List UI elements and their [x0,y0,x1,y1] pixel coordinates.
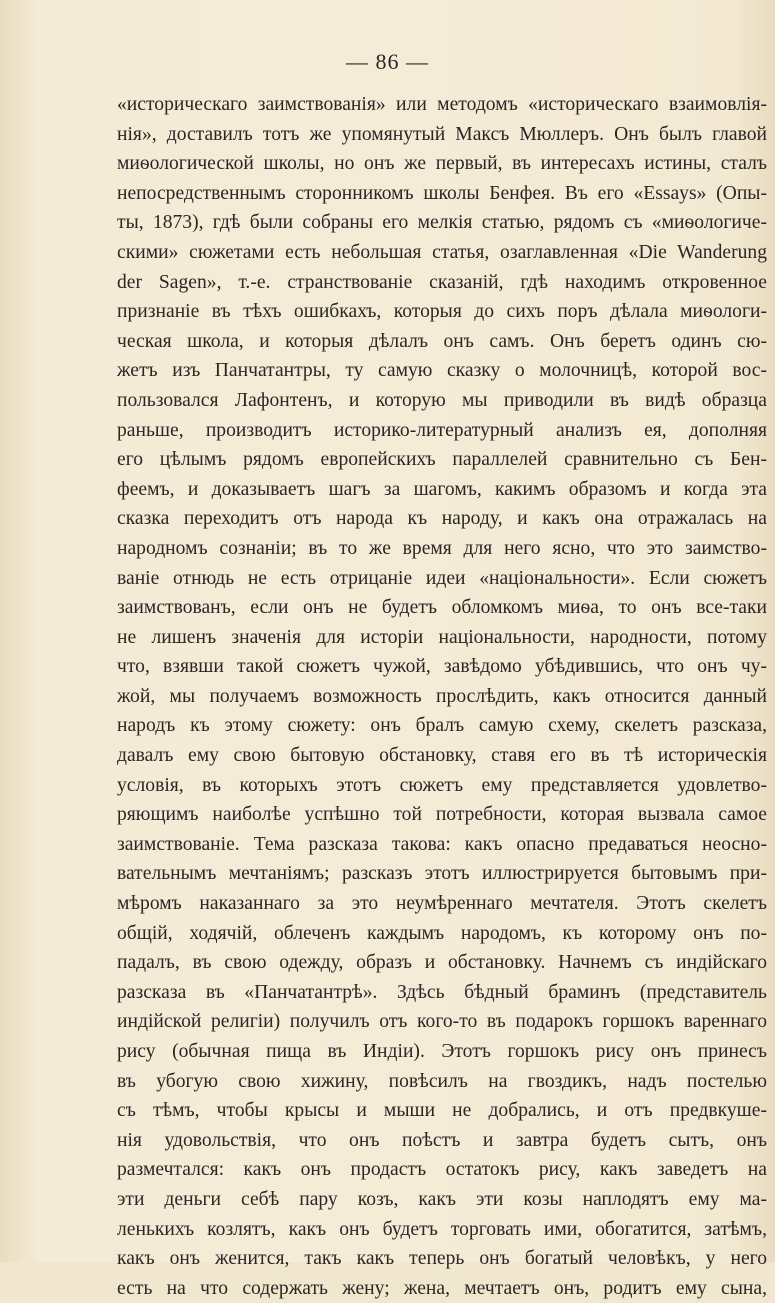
text-line: какъ онъ женится, такъ какъ теперь онъ богатый человѣкъ, у него [117,1248,767,1270]
text-line: рису (обычная пища въ Индіи). Этотъ горшокъ рису онъ принесъ [117,1041,767,1062]
text-line: разсказа въ «Панчатантрѣ». Здѣсь бѣдный браминъ (представитель [117,981,767,1003]
text-line: ряющимъ наиболѣе успѣшно той потребности, которая вызвала самое [117,804,767,826]
text-line: размечтался: какъ онъ продастъ остатокъ рису, какъ заведетъ на [117,1159,767,1181]
text-line: непосредственнымъ сторонникомъ школы Бенфея. Въ его «Essays» (Опы- [117,182,767,204]
text-line: заимствованъ, если онъ не будетъ обломкомъ миѳа, то онъ все-таки [117,597,767,619]
text-line: условія, въ которыхъ этотъ сюжетъ ему представляется удовлетво- [117,774,767,796]
text-line: падалъ, въ свою одежду, образъ и обстановку. Начнемъ съ индійскаго [117,952,767,974]
text-line: признаніе въ тѣхъ ошибкахъ, которыя до сихъ поръ дѣлала миѳологи- [117,301,767,323]
text-line: эти деньги себѣ пару козъ, какъ эти козы наплодятъ ему ма- [117,1188,767,1210]
text-line: есть на что содержать жену; жена, мечтаетъ онъ, родитъ ему сына, [117,1277,767,1299]
text-line: не лишенъ значенія для исторіи національности, народности, потому [117,626,767,648]
text-line: нія удовольствія, что онъ поѣстъ и завтра будетъ сытъ, онъ [117,1129,767,1151]
text-line: жетъ изъ Панчатантры, ту самую сказку о молочницѣ, которой вос- [117,360,767,382]
text-line: съ тѣмъ, чтобы крысы и мыши не добрались, и отъ предвкуше- [117,1100,767,1122]
text-line: жой, мы получаемъ возможность прослѣдить, какъ относится данный [117,685,767,707]
text-line: нія», доставилъ тотъ же упомянутый Максъ Мюллеръ. Онъ былъ главой [117,123,767,145]
text-line: der Sagen», т.-е. странствованіе сказаній, гдѣ находимъ откровенное [117,271,767,293]
text-line: народъ къ этому сюжету: онъ бралъ самую схему, скелетъ разсказа, [117,715,767,737]
text-line: заимствованіе. Тема разсказа такова: какъ опасно предаваться неосно- [117,833,767,855]
text-line: его цѣлымъ рядомъ европейскихъ параллелей сравнительно съ Бен- [117,449,767,471]
text-line: индійской религіи) получилъ отъ кого-то въ подарокъ горшокъ вареннаго [117,1011,767,1033]
text-line: въ убогую свою хижину, повѣсилъ на гвоздикъ, надъ постелью [117,1070,767,1092]
page-number: — 86 — [346,49,429,74]
text-line: что, взявши такой сюжетъ чужой, завѣдомо убѣдившись, что онъ чу- [117,656,767,678]
text-line: мѣромъ наказаннаго за это неумѣреннаго мечтателя. Этотъ скелетъ [117,893,767,915]
text-line: феемъ, и доказываетъ шагъ за шагомъ, какимъ образомъ и когда эта [117,478,767,500]
text-line: пользовался Лафонтенъ, и которую мы приводили въ видѣ образца [117,389,767,411]
text-line: давалъ ему свою бытовую обстановку, ставя его въ тѣ историческія [117,745,767,767]
text-line: ленькихъ козлятъ, какъ онъ будетъ торговать ими, обогатится, затѣмъ, [117,1218,767,1240]
text-line: вательнымъ мечтаніямъ; разсказъ этотъ иллюстрируется бытовымъ при- [117,863,767,885]
text-line: ты, 1873), гдѣ были собраны его мелкія статью, рядомъ съ «миѳологиче- [117,212,767,234]
text-line: ческая школа, и которыя дѣлалъ онъ самъ. Онъ беретъ одинъ сю- [117,330,767,352]
text-line: народномъ сознаніи; въ то же время для него ясно, что это заимство- [117,537,767,559]
text-line: «историческаго заимствованія» или методомъ «историческаго взаимовлія- [117,94,767,115]
text-line: скими» сюжетами есть небольшая статья, озаглавленная «Die Wanderung [117,241,767,263]
text-line: ваніе отнюдь не есть отрицаніе идеи «національности». Если сюжетъ [117,567,767,589]
text-line: раньше, производитъ историко-литературный анализъ ея, дополняя [117,419,767,441]
text-line: сказка переходитъ отъ народа къ народу, и какъ она отражалась на [117,508,767,530]
body-text [117,90,767,1303]
text-line: миѳологической школы, но онъ же первый, въ интересахъ истины, сталъ [117,153,767,175]
text-line: общій, ходячій, облеченъ каждымъ народомъ, къ которому онъ по- [117,922,767,944]
